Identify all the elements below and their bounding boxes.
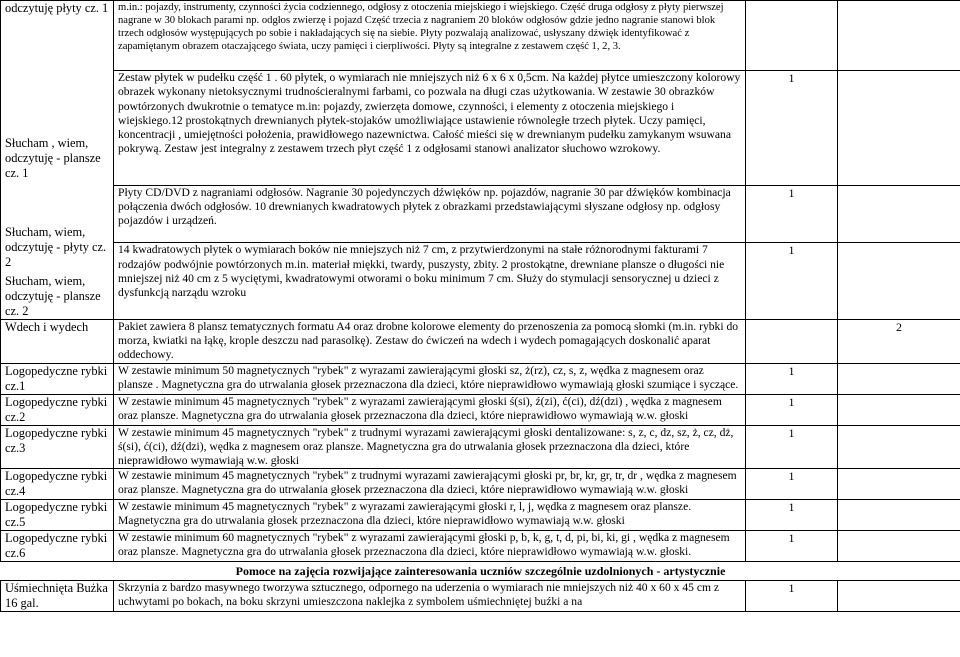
item-name: Słucham, wiem, odczytuję - płyty cz. 2 bbox=[5, 225, 107, 269]
quantity-cell: 1 bbox=[746, 581, 838, 612]
name-cell: Logopedyczne rybki cz.1 bbox=[1, 363, 114, 394]
quantity-cell: 1 bbox=[746, 469, 838, 500]
name-cell: Uśmiechnięta Bużka 16 gal. bbox=[1, 581, 114, 612]
table-row bbox=[1, 531, 960, 562]
quantity-cell bbox=[746, 1, 838, 71]
table-row bbox=[1, 185, 960, 243]
table-row bbox=[1, 1, 960, 71]
table-row bbox=[1, 243, 960, 320]
table-row bbox=[1, 500, 960, 531]
name-cell: Logopedyczne rybki cz.4 bbox=[1, 469, 114, 500]
item-description: m.in.: pojazdy, instrumenty, czynności życia codziennego, odgłosy z otoczenia miejskiego i wiejskiego. Część druga odgłosy z płyty pierwszej nagrane w 30 blokach parami np. odgłos zwierzę i pojazd Część trzecia z nagraniem 20 bloków odgłosów gdzie jedno nagranie stanowi blok trzech odgłosów występujących po sobie i nakładających się na siebie. Płyty pozwalają analizować, usłyszany dźwięk identyfikować z zapamiętanym obrazem otaczającego świata, uczy pamięci i cierpliwości. Płyty są integralne z zestawem część 1, 2, 3. bbox=[118, 2, 724, 52]
description-cell: W zestawie minimum 60 magnetycznych "rybek" z wyrazami zawierającymi głoski p, b, k, g, t, d, pi, bi, ki, gi , wędka z magnesem oraz plansze. Magnetyczna gra do utrwalania głosek przeznaczona dla dzieci, które nieprawidłowo wymawiają w.w. głoski. bbox=[114, 531, 746, 562]
description-cell: W zestawie minimum 50 magnetycznych "rybek" z wyrazami zawierającymi głoski sz, ż(rz), cz, s, z, wędka z magnesem oraz plansze . Magnetyczna gra do utrwalania głosek przeznaczona dla dzieci, które nieprawidłowo wymawiają głoski szumiące i syczące. bbox=[114, 363, 746, 394]
section-row bbox=[1, 562, 960, 581]
table-row bbox=[1, 469, 960, 500]
description-cell: W zestawie minimum 45 magnetycznych "rybek" z trudnymi wyrazami zawierającymi głoski pr, br, kr, gr, tr, dr , wędka z magnesem oraz plansze. Magnetyczna gra do utrwalania głosek przeznaczona dla dzieci, które nieprawidłowo wymawiają w.w. głoski bbox=[114, 469, 746, 500]
item-name: odczytuję płyty cz. 1 bbox=[5, 1, 109, 15]
price-cell bbox=[838, 243, 960, 320]
quantity-cell: 1 bbox=[746, 531, 838, 562]
quantity-cell: 1 bbox=[746, 71, 838, 185]
item-description: Zestaw płytek w pudełku część 1 . 60 płytek, o wymiarach nie mniejszych niż 6 x 6 x 0,5cm. Na każdej płytce umieszczony kolorowy obrazek wykonany nietoksycznymi trudnościeralnymi farbami, co pozwala na długi czas użytkowania. W zestawie 30 obrazków powtórzonych dwukrotnie o tematyce m.in: pojazdy, zwierzęta domowe, czynności, i elementy z otoczenia miejskiego i wiejskiego.12 prostokątnych drewnianych płytek-stojaków umożliwiające ustawienie równoległe trzech płytek. Uczy pamięci, koncentracji , umiejętności położenia, prawidłowego nazewnictwa. Całość mieści się w drewnianym pudełku zamykanym wsuwana pokrywą. Zestaw jest integralny z zestawem trzech płyt część 1 z odgłosami stanowi analizator słuchowo wzrokowy. bbox=[118, 71, 741, 156]
quantity-cell: 1 bbox=[746, 185, 838, 243]
table-row bbox=[1, 320, 960, 364]
price-cell bbox=[838, 581, 960, 612]
quantity-cell: 1 bbox=[746, 243, 838, 320]
table-row bbox=[1, 363, 960, 394]
name-cell: Logopedyczne rybki cz.5 bbox=[1, 500, 114, 531]
price-cell bbox=[838, 500, 960, 531]
quantity-cell: 1 bbox=[746, 500, 838, 531]
price-cell: 2 bbox=[838, 320, 960, 364]
price-cell bbox=[838, 363, 960, 394]
price-cell bbox=[838, 469, 960, 500]
table-row bbox=[1, 71, 960, 185]
quantity-cell bbox=[746, 320, 838, 364]
name-cell: Logopedyczne rybki cz.6 bbox=[1, 531, 114, 562]
description-cell bbox=[114, 71, 746, 185]
price-cell bbox=[838, 71, 960, 185]
quantity-cell: 1 bbox=[746, 394, 838, 425]
description-cell: Skrzynia z bardzo masywnego tworzywa sztucznego, odpornego na uderzenia o wymiarach nie mniejszych niż 40 x 60 x 45 cm z uchwytami po bokach, na boku skrzyni umieszczona naklejka z symbolem uśmiechniętej buźki a na bbox=[114, 581, 746, 612]
price-cell bbox=[838, 425, 960, 469]
table-row bbox=[1, 394, 960, 425]
price-cell bbox=[838, 1, 960, 71]
item-name: Słucham , wiem, odczytuję - plansze cz. 1 bbox=[5, 136, 101, 180]
table-row bbox=[1, 581, 960, 612]
quantity-cell: 1 bbox=[746, 363, 838, 394]
price-cell bbox=[838, 394, 960, 425]
name-cell bbox=[1, 1, 114, 320]
description-cell: Pakiet zawiera 8 plansz tematycznych formatu A4 oraz drobne kolorowe elementy do przenoszenia za pomocą słomki (m.in. rybki do morza, kwiatki na łąkę, krople deszczu nad parasolkę). Zestaw do ćwiczeń na wdech i wydech pomagających doskonalić aparat oddechowy. bbox=[114, 320, 746, 364]
description-cell bbox=[114, 185, 746, 243]
item-description: 14 kwadratowych płytek o wymiarach boków nie mniejszych niż 7 cm, z przytwierdzonymi na stałe różnorodnymi fakturami 7 rodzajów podwójnie powtórzonych m.in. materiał miękki, twardy, puszysty, zbity. 2 prostokątne, drewniane plansze o długości nie mniejszej niż 40 cm z 5 wyciętymi, kwadratowymi otworami o boku minimum 7 cm. Służy do stymulacji sensorycznej u dzieci z dysfunkcją narządu wzroku bbox=[118, 243, 725, 299]
description-cell: W zestawie minimum 45 magnetycznych "rybek" z wyrazami zawierającymi głoski ś(si), ź(zi), ć(ci), dź(dzi) , wędka z magnesem oraz plansze. Magnetyczna gra do utrwalania głosek przeznaczona dla dzieci, które nieprawidłowo wymawiają w.w. głoski bbox=[114, 394, 746, 425]
description-cell: W zestawie minimum 45 magnetycznych "rybek" z trudnymi wyrazami zawierającymi głoski dentalizowane: s, z, c, dz, sz, ż, cz, dż, ś(si), ć(ci), dź(dzi), wędka z magnesem oraz plansze. Magnetyczna gra do utrwalania głosek przeznaczona dla dzieci, które nieprawidłowo wymawiają w.w. głoski bbox=[114, 425, 746, 469]
item-description: Płyty CD/DVD z nagraniami odgłosów. Nagranie 30 pojedynczych dźwięków np. pojazdów, nagranie 30 par dźwięków kombinacja połączenia dwóch odgłosów. 10 drewnianych kwadratowych płytek z obrazkami przedstawiającymi słyszane odgłosy np. odgłosy pojazdów i urządzeń. bbox=[118, 185, 731, 227]
description-cell: W zestawie minimum 45 magnetycznych "rybek" z wyrazami zawierającymi głoski r, l, j, wędka z magnesem oraz plansze. Magnetyczna gra do utrwalania głosek przeznaczona dla dzieci, które nieprawidłowo wymawiają w.w. głoski bbox=[114, 500, 746, 531]
name-cell: Logopedyczne rybki cz.2 bbox=[1, 394, 114, 425]
section-title: Pomoce na zajęcia rozwijające zainteresowania uczniów szczególnie uzdolnionych - artystycznie bbox=[1, 562, 960, 581]
description-cell bbox=[114, 1, 746, 71]
price-cell bbox=[838, 531, 960, 562]
price-cell bbox=[838, 185, 960, 243]
name-cell: Logopedyczne rybki cz.3 bbox=[1, 425, 114, 469]
description-cell bbox=[114, 243, 746, 320]
table-row bbox=[1, 425, 960, 469]
quantity-cell: 1 bbox=[746, 425, 838, 469]
name-cell: Wdech i wydech bbox=[1, 320, 114, 364]
item-name: Słucham, wiem, odczytuję - plansze cz. 2 bbox=[5, 274, 101, 318]
